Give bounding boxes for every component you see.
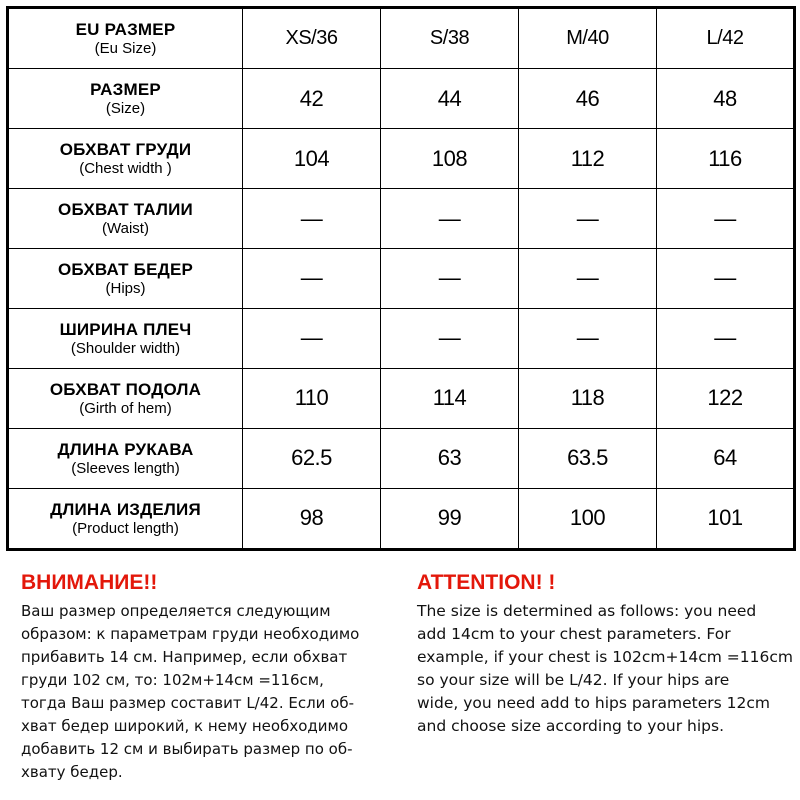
- note-line: example, if your chest is 102cm+14cm =116cm: [417, 648, 793, 666]
- row-label-en: (Sleeves length): [71, 459, 180, 477]
- row-label-en: (Girth of hem): [79, 399, 172, 417]
- table-cell: [519, 189, 657, 249]
- cell-value: 116: [708, 145, 742, 171]
- cell-value: —: [576, 205, 599, 231]
- note-line: хвату бедер.: [21, 763, 123, 781]
- table-cell: [243, 368, 381, 428]
- row-label-ru: ОБХВАТ ТАЛИИ: [58, 200, 193, 220]
- table-cell: [243, 249, 381, 309]
- table-row: [8, 249, 795, 309]
- table-cell: [519, 428, 657, 488]
- cell-value: 110: [294, 385, 329, 411]
- table-row: [8, 129, 795, 189]
- row-label-cell: [8, 249, 243, 309]
- row-label-cell: [8, 189, 243, 249]
- row-label-ru: ОБХВАТ БЕДЕР: [57, 259, 194, 279]
- cell-value: —: [300, 265, 323, 291]
- table-cell: [243, 129, 381, 189]
- note-line: прибавить 14 см. Например, если обхват: [21, 648, 348, 666]
- size-label: S/38: [429, 27, 470, 50]
- table-cell: [519, 488, 657, 550]
- row-label-ru: ДЛИНА РУКАВА: [57, 439, 194, 459]
- cell-value: 118: [570, 385, 605, 411]
- row-label-cell: [8, 368, 243, 428]
- cell-value: 108: [431, 145, 468, 171]
- cell-value: 48: [713, 85, 737, 111]
- row-label-ru: ШИРИНА ПЛЕЧ: [59, 319, 192, 339]
- note-line: тогда Ваш размер составит L/42. Если об-: [21, 694, 355, 712]
- cell-value: 63: [437, 445, 462, 471]
- attention-title-en: ATTENTION! !: [417, 571, 556, 594]
- table-cell: [657, 488, 795, 550]
- cell-value: —: [300, 325, 323, 351]
- row-label-en: (Shoulder width): [70, 339, 181, 357]
- size-chart-table: [6, 6, 796, 551]
- row-label-en: (Eu Size): [94, 40, 157, 58]
- note-line: груди 102 см, то: 102м+14см =116см,: [21, 671, 324, 689]
- table-row: [8, 308, 795, 368]
- cell-value: 64: [713, 445, 737, 471]
- table-cell: [243, 428, 381, 488]
- size-column-header: [243, 8, 381, 69]
- size-column-header: [519, 8, 657, 69]
- cell-value: 122: [707, 385, 743, 411]
- table-cell: [243, 69, 381, 129]
- row-label-en: (Hips): [105, 279, 146, 297]
- row-label-ru: РАЗМЕР: [90, 80, 161, 100]
- table-cell: [657, 249, 795, 309]
- table-cell: [243, 488, 381, 550]
- table-cell: [657, 189, 795, 249]
- table-cell: [519, 368, 657, 428]
- size-label: XS/36: [285, 27, 338, 50]
- note-line: so your size will be L/42. If your hips are: [417, 671, 730, 689]
- note-line: The size is determined as follows: you need: [417, 602, 757, 620]
- row-label-cell: [8, 129, 243, 189]
- table-row: [8, 368, 795, 428]
- table-cell: [381, 428, 519, 488]
- cell-value: 101: [707, 505, 743, 531]
- row-label-cell: [8, 308, 243, 368]
- note-line: Ваш размер определяется следующим: [21, 602, 331, 620]
- cell-value: 63.5: [567, 445, 608, 471]
- attention-text-en: [417, 600, 800, 738]
- row-label-cell: [8, 488, 243, 550]
- note-line: add 14cm to your chest parameters. For: [417, 625, 731, 643]
- table-cell: [657, 308, 795, 368]
- row-label-en: (Chest width ): [79, 160, 172, 178]
- cell-value: —: [438, 205, 461, 231]
- cell-value: 112: [570, 145, 605, 171]
- table-cell: [381, 129, 519, 189]
- table-row: [8, 488, 795, 550]
- cell-value: 100: [569, 505, 606, 531]
- table-row: [8, 189, 795, 249]
- row-label-en: (Waist): [102, 220, 149, 238]
- attention-text-ru: [21, 600, 406, 784]
- attention-note-en: [417, 566, 800, 738]
- cell-value: —: [714, 205, 736, 231]
- note-line: and choose size according to your hips.: [417, 717, 725, 735]
- cell-value: 114: [432, 385, 467, 411]
- cell-value: —: [300, 205, 323, 231]
- row-label-ru: ОБХВАТ ГРУДИ: [59, 140, 192, 160]
- table-cell: [243, 308, 381, 368]
- table-cell: [381, 189, 519, 249]
- row-label-cell: [8, 8, 243, 69]
- size-chart-body: [8, 8, 795, 550]
- note-line: добавить 12 см и выбирать размер по об-: [21, 740, 353, 758]
- cell-value: 99: [437, 505, 462, 531]
- size-column-header: [657, 8, 795, 69]
- row-label-cell: [8, 428, 243, 488]
- cell-value: —: [576, 265, 599, 291]
- attention-note-ru: [21, 566, 406, 784]
- cell-value: —: [438, 325, 461, 351]
- table-cell: [381, 488, 519, 550]
- note-line: wide, you need add to hips parameters 12cm: [417, 694, 771, 712]
- table-cell: [519, 129, 657, 189]
- table-cell: [243, 189, 381, 249]
- cell-value: 62.5: [291, 445, 332, 471]
- table-cell: [519, 308, 657, 368]
- table-cell: [657, 69, 795, 129]
- cell-value: —: [714, 265, 736, 291]
- cell-value: 98: [299, 505, 324, 531]
- table-row: [8, 69, 795, 129]
- note-line: хват бедер широкий, к нему необходимо: [21, 717, 349, 735]
- table-cell: [519, 69, 657, 129]
- size-label: L/42: [706, 27, 744, 50]
- cell-value: —: [714, 325, 736, 351]
- size-column-header: [381, 8, 519, 69]
- table-cell: [657, 368, 795, 428]
- table-cell: [381, 308, 519, 368]
- attention-title-ru: ВНИМАНИЕ!!: [21, 571, 158, 594]
- table-cell: [657, 428, 795, 488]
- cell-value: 42: [299, 85, 324, 111]
- table-row: [8, 428, 795, 488]
- table-cell: [657, 129, 795, 189]
- table-cell: [519, 249, 657, 309]
- row-label-cell: [8, 69, 243, 129]
- table-cell: [381, 249, 519, 309]
- notes-section: [0, 566, 800, 796]
- cell-value: 44: [437, 85, 462, 111]
- row-label-ru: ДЛИНА ИЗДЕЛИЯ: [50, 499, 201, 519]
- table-cell: [381, 368, 519, 428]
- row-label-ru: EU РАЗМЕР: [75, 20, 176, 40]
- cell-value: —: [576, 325, 599, 351]
- note-line: образом: к параметрам груди необходимо: [21, 625, 360, 643]
- row-label-ru: ОБХВАТ ПОДОЛА: [49, 379, 202, 399]
- table-row-header: [8, 8, 795, 69]
- size-label: M/40: [566, 27, 609, 50]
- row-label-en: (Product length): [72, 519, 179, 537]
- table-cell: [381, 69, 519, 129]
- cell-value: 46: [575, 85, 600, 111]
- row-label-en: (Size): [105, 100, 146, 118]
- cell-value: —: [438, 265, 461, 291]
- cell-value: 104: [293, 145, 330, 171]
